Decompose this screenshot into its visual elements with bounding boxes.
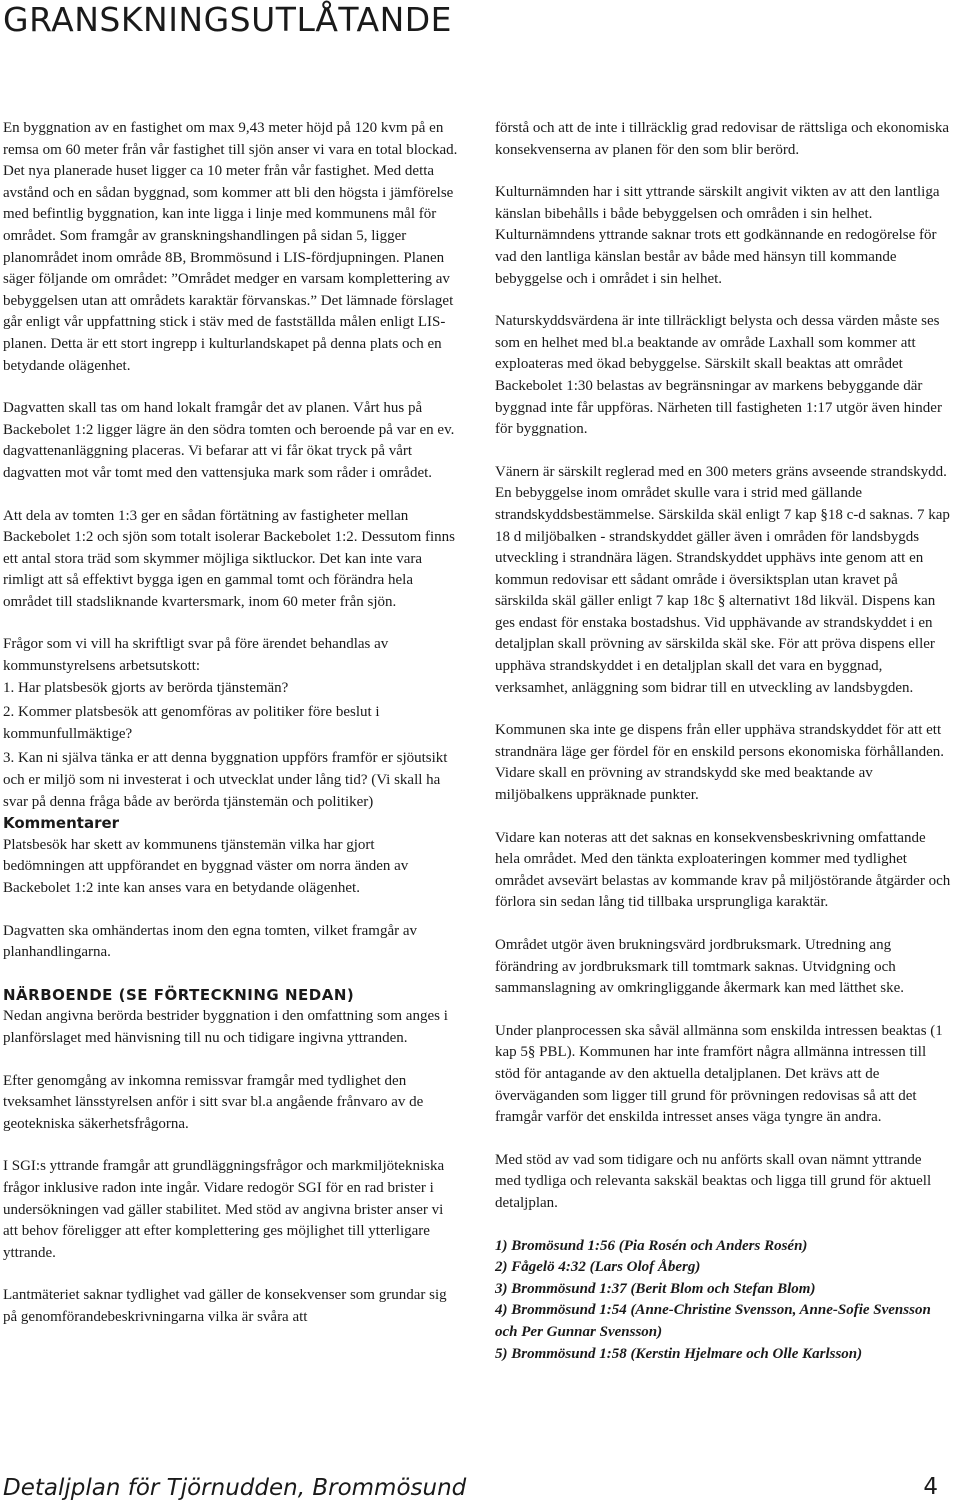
right-column xyxy=(495,118,951,1365)
paragraph: Vänern är särskilt reglerad med en 300 meters gräns avseende strandskydd. En bebyggelse inom området skulle vara i strid med gällande strandskyddsbestämmelse. Särskilda skäl enligt 7 kap §18 c-d saknas. 7 kap 18 d miljöbalken - strandskyddet gäller även i områden för landsbygds utveckling i strandnära lägen. Strandskyddet upphävs inte genom att en kommun redovisar ett sådant område i översiktsplan utan kravet på särskilda skäl gäller enligt 7 kap 18c § alternativt 18d likväl. Dispens kan ges endast för enstaka bostadshus. Vid upphävande av strandskyddet i en detaljplan skall prövning av särskilda skäl ske. För att pröva dispens eller upphäva strandskyddet i en detaljplan skall det vara en byggnad, verksamhet, anläggning som bidrar till en utveckling av landsbygden. xyxy=(495,463,950,696)
paragraph: Efter genomgång av inkomna remissvar framgår med tydlighet den tveksamhet länsstyrelsen anför i sitt svar bl.a angående frånvaro av de geotekniska säkerhetsfrågorna. xyxy=(3,1072,424,1132)
paragraph: Frågor som vi vill ha skriftligt svar på före ärendet behandlas av kommunstyrelsens arbetsutskott: xyxy=(3,636,389,675)
paragraph: Nedan angivna berörda bestrider byggnation i den omfattning som anges i planförslaget med hänvisning till nu och tidigare ingivna yttranden. xyxy=(3,1008,448,1046)
paragraph: Under planprocessen ska såväl allmänna som enskilda intressen beaktas (1 kap 5§ PBL). Kommunen har inte framfört några allmänna intressen till stöd för antagande av den aktuella detaljplanen. Det krävs att de överväganden som ligger till grund för prövningen redovisas så att det framgår varför det enskilda intresset anses väga tyngre än andra. xyxy=(495,1022,943,1126)
paragraph: Området utgör även brukningsvärd jordbruksmark. Utredning ang förändring av jordbruksmark till tomtmark saknas. Utvidgning och sammanslagning av omkringliggande åkermark kan med lätthet ske. xyxy=(495,937,905,997)
paragraph: En byggnation av en fastighet om max 9,43 meter höjd på 120 kvm på en remsa om 60 meter från vår fastighet till sjön anser vi vara en total blockad. Det nya planerade huset ligger ca 10 meter från vår fastighet. Med detta avstånd och en sådan byggnad, som kommer att bli den högsta i jämförelse med befintlig byggnation, kan inte ligga i linje med kommunens mål för området. Som framgår av granskningshandlingen på sidan 5, ligger planområdet inom område 8B, Brommösund i LIS-fördjupningen. Planen säger följande om området: ”Området medger en varsam komplettering av bebyggelsen utan att områdets karaktär förvanskas.” Det lämnade förslaget går enligt vår uppfattning stick i stäv med de fastställda målen enligt LIS-planen. Detta är ett stort ingrepp i kulturlandskapet på denna plats och en betydande olägenhet. xyxy=(3,120,458,374)
paragraph: Att dela av tomten 1:3 ger en sådan förtätning av fastigheter mellan Backebolet 1:2 och sjön som totalt isolerar Backebolet 1:2. Dessutom finns ett antal stora träd som skymmer möjliga siktluckor. Det kan inte vara rimligt att så effektivt bygga igen en gammal tomt och förändra hela området till stadsliknande kvartersmark, inom 60 meter från sjön. xyxy=(3,507,455,610)
kommentarer-heading: Kommentarer xyxy=(3,814,120,833)
list-item: 5) Brommösund 1:58 (Kerstin Hjelmare och Olle Karlsson) xyxy=(495,1345,863,1362)
page-title: GRANSKNINGSUTLÅTANDE xyxy=(3,0,453,39)
left-column xyxy=(3,118,458,1329)
paragraph: Platsbesök har skett av kommunens tjänstemän vilka har gjort bedömningen att uppförandet en byggnad väster om norra änden av Backebolet 1:2 inte kan anses vara en betydande olägenhet. xyxy=(3,836,409,896)
question-1: 1. Har platsbesök gjorts av berörda tjänstemän? xyxy=(3,679,289,696)
property-list xyxy=(495,1236,951,1366)
question-2: 2. Kommer platsbesök att genomföras av politiker före beslut i kommunfullmäktige? xyxy=(3,704,380,742)
page-number: 4 xyxy=(923,1474,938,1500)
paragraph: Dagvatten ska omhändertas inom den egna tomten, vilket framgår av planhandlingarna. xyxy=(3,922,418,961)
footer-title: Detaljplan för Tjörnudden, Brommösund xyxy=(3,1475,467,1501)
paragraph: förstå och att de inte i tillräcklig grad redovisar de rättsliga och ekonomiska konsekvenserna av planen för den som blir berörd. xyxy=(495,120,950,158)
list-item: 3) Brommösund 1:37 (Berit Blom och Stefan Blom) xyxy=(495,1280,816,1297)
paragraph: Dagvatten skall tas om hand lokalt framgår det av planen. Vårt hus på Backebolet 1:2 ligger lägre än den södra tomten och beroende på var en ev. dagvattenanläggning placeras. Vi befarar att vi får ökat tryck på vårt dagvatten mot vår tomt med den vattensjuka mark som råder i området. xyxy=(3,400,455,481)
paragraph: Med stöd av vad som tidigare och nu anförts skall ovan nämnt yttrande med tydliga och relevanta sakskäl beaktas och ligga till grund för aktuell detaljplan. xyxy=(495,1151,932,1211)
paragraph: Kommunen ska inte ge dispens från eller upphäva strandskyddet för att ett strandnära läge ger fördel för en enskild persons ekonomiska förhållanden. Vidare skall en prövning av strandskydd ske med beaktande av miljöbalkens uppräknade punkter. xyxy=(495,722,945,804)
paragraph: Naturskyddsvärdena är inte tillräckligt belysta och dessa värden måste ses som en helhet med bl.a beaktande av område Laxhall som kommer att exploateras med ökad bebyggelse. Särskilt skall beaktas att området Backebolet 1:30 belastas av begränsningar av markens bebyggande där byggnad inte får uppföras. Närheten till fastigheten 1:17 utgör även hinder för byggnation. xyxy=(495,313,942,438)
narboende-heading: NÄRBOENDE (SE FÖRTECKNING NEDAN) xyxy=(3,985,355,1004)
paragraph: Vidare kan noteras att det saknas en konsekvensbeskrivning omfattande hela området. Med den tänkta exploateringen kommer med tydlighet området avsevärt belastas av kommande krav på miljöstörande åtgärder och förlora sin sedan lång tid tillbaka ursprungliga karaktär. xyxy=(495,829,951,911)
list-item: 1) Bromösund 1:56 (Pia Rosén och Anders Rosén) xyxy=(495,1237,808,1254)
paragraph: Kulturnämnden har i sitt yttrande särskilt angivit vikten av att den lantliga känslan bibehålls i både bebyggelsen och områden i sin helhet. Kulturnämndens yttrande saknar trots ett godkännande en redogörelse för vad den lantliga känslan består av både med hänsyn till kommande bebyggelse och i området i sin helhet. xyxy=(495,184,940,287)
paragraph: Lantmäteriet saknar tydlighet vad gäller de konsekvenser som grundar sig på genomförandebeskrivningarna vilka är svåra att xyxy=(3,1287,447,1325)
question-3: 3. Kan ni själva tänka er att denna byggnation uppförs framför er sjöutsikt och er miljö som ni investerat i och utvecklat under lång tid? (Vi skall ha svar på denna fråga både av berörda tjänstemän och politiker) xyxy=(3,750,448,810)
list-item: 4) Brommösund 1:54 (Anne-Christine Svensson, Anne-Sofie Svensson och Per Gunnar Svensson) xyxy=(495,1302,931,1340)
list-item: 2) Fågelö 4:32 (Lars Olof Åberg) xyxy=(495,1259,701,1276)
paragraph: I SGI:s yttrande framgår att grundläggningsfrågor och markmiljötekniska frågor inklusive radon inte ingår. Vidare redogör SGI för en rad brister i undersökningen vad gäller stabilitet. Med stöd av angivna brister anser vi att behov föreligger att efter komplettering ges möjlighet till ytterligare yttrande. xyxy=(3,1158,445,1261)
